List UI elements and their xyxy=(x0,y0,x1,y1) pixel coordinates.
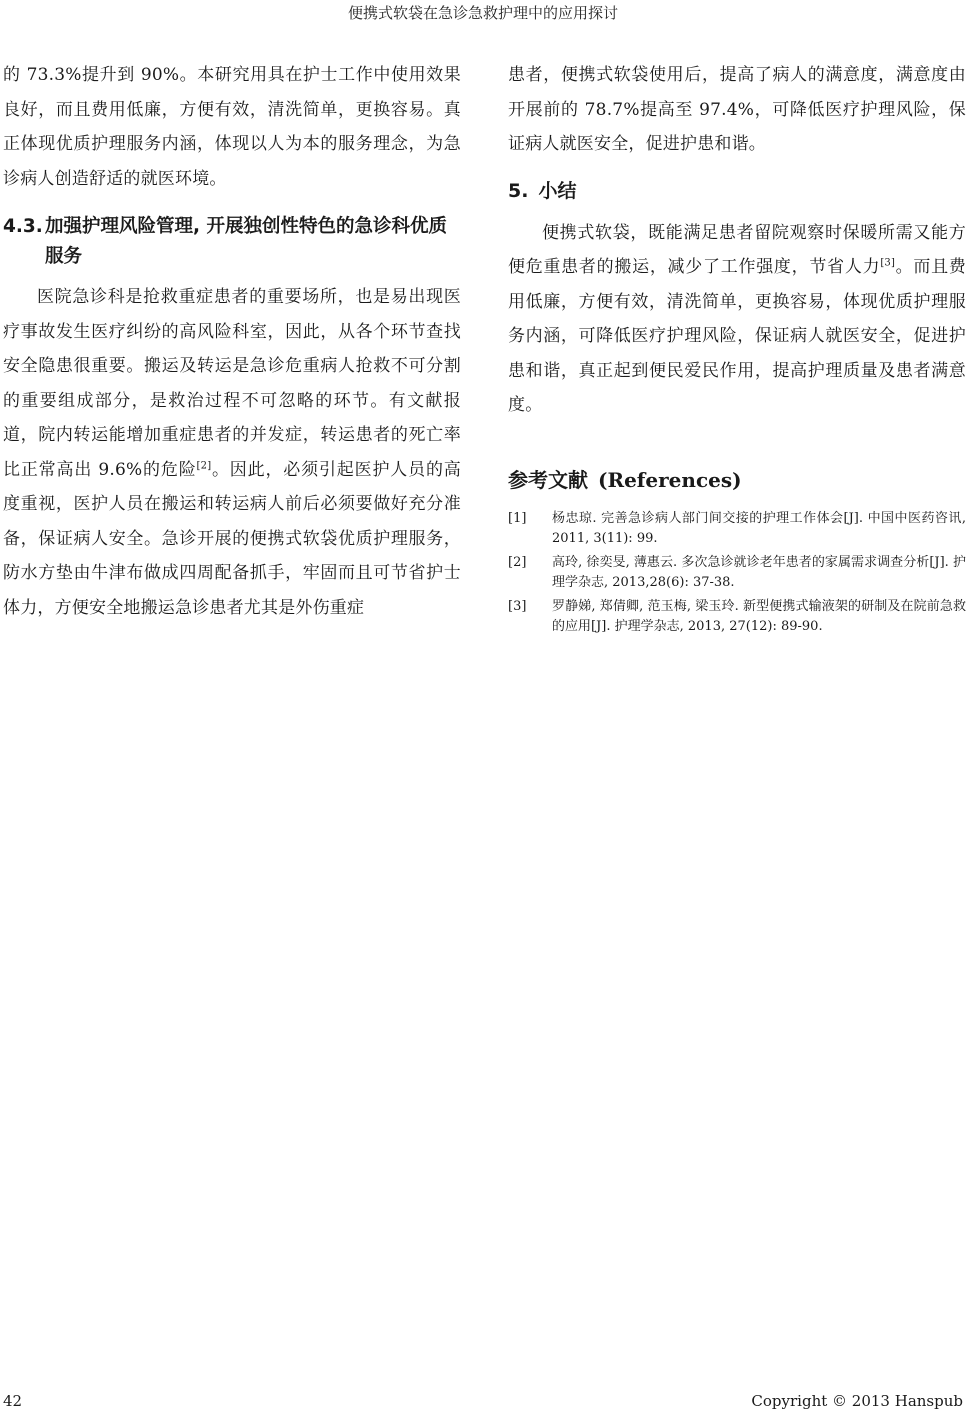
reference-list xyxy=(508,509,966,637)
reference-item xyxy=(508,553,966,593)
section-number: 4.3. xyxy=(3,216,43,237)
reference-text: 罗静娣, 郑倩卿, 范玉梅, 梁玉玲. 新型便携式输液架的研制及在院前急救的应用[J]. 护理学杂志, 2013, 27(12): 89-90. xyxy=(552,598,966,634)
paragraph-summary xyxy=(508,216,966,423)
reference-text: 杨忠琼. 完善急诊病人部门间交接的护理工作体会[J]. 中国中医药咨讯, 2011, 3(11): 99. xyxy=(552,510,966,546)
paragraph-4-3 xyxy=(3,280,461,625)
section-number: 5. xyxy=(508,179,529,202)
references-heading-en: (References) xyxy=(598,467,742,492)
references-heading-zh: 参考文献 xyxy=(508,467,588,492)
right-column xyxy=(508,58,966,641)
copyright-notice: Copyright © 2013 Hanspub xyxy=(751,1392,963,1410)
paragraph-text: 。因此，必须引起医护人员的高度重视，医护人员在搬运和转运病人前后必须要做好充分准备，保证病人安全。急诊开展的便携式软袋优质护理服务，防水方垫由牛津布做成四周配备抓手，牢固而且可节省护士体力，方便安全地搬运急诊患者尤其是外伤重症 xyxy=(3,459,461,618)
paragraph-text: 医院急诊科是抢救重症患者的重要场所，也是易出现医疗事故发生医疗纠纷的高风险科室，因此，从各个环节查找安全隐患很重要。搬运及转运是急诊危重病人抢救不可分割的重要组成部分，是救治过程不可忽略的环节。有文献报道，院内转运能增加重症患者的并发症，转运患者的死亡率比正常高出 9.6%的危险 xyxy=(3,287,461,480)
section-heading-4-3 xyxy=(3,212,461,272)
running-title: 便携式软袋在急诊急救护理中的应用探讨 xyxy=(347,4,618,22)
page-number: 42 xyxy=(3,1392,23,1410)
paragraph-text: 。而且费用低廉，方便有效，清洗简单，更换容易，体现优质护理服务内涵，可降低医疗护理风险，保证病人就医安全，促进护患和谐，真正起到便民爱民作用，提高护理质量及患者满意度。 xyxy=(508,257,966,415)
section-title: 加强护理风险管理, 开展独创性特色的急诊科优质服务 xyxy=(45,216,447,267)
citation-marker: [2] xyxy=(196,459,212,471)
reference-item xyxy=(508,597,966,637)
paragraph-continued-right: 患者，便携式软袋使用后，提高了病人的满意度，满意度由开展前的 78.7%提高至 97.4%，可降低医疗护理风险，保证病人就医安全，促进护患和谐。 xyxy=(508,65,966,154)
reference-text: 高玲, 徐奕旻, 薄惠云. 多次急诊就诊老年患者的家属需求调查分析[J]. 护理学杂志, 2013,28(6): 37-38. xyxy=(552,554,966,590)
section-title: 小结 xyxy=(538,179,577,202)
reference-number: [2] xyxy=(508,554,527,570)
references-heading xyxy=(508,465,966,495)
paragraph-continued-left: 的 73.3%提升到 90%。本研究用具在护士工作中使用效果良好，而且费用低廉，方便有效，清洗简单，更换容易。真正体现优质护理服务内涵，体现以人为本的服务理念，为急诊病人创造舒适的就医环境。 xyxy=(3,65,461,189)
reference-number: [1] xyxy=(508,510,527,526)
paragraph-text: 便携式软袋，既能满足患者留院观察时保暖所需又能方便危重患者的搬运，减少了工作强度，节省人力 xyxy=(508,222,966,277)
left-column xyxy=(3,58,461,625)
reference-number: [3] xyxy=(508,598,527,614)
citation-marker: [3] xyxy=(880,257,896,269)
reference-item xyxy=(508,509,966,549)
section-heading-5 xyxy=(508,176,966,206)
